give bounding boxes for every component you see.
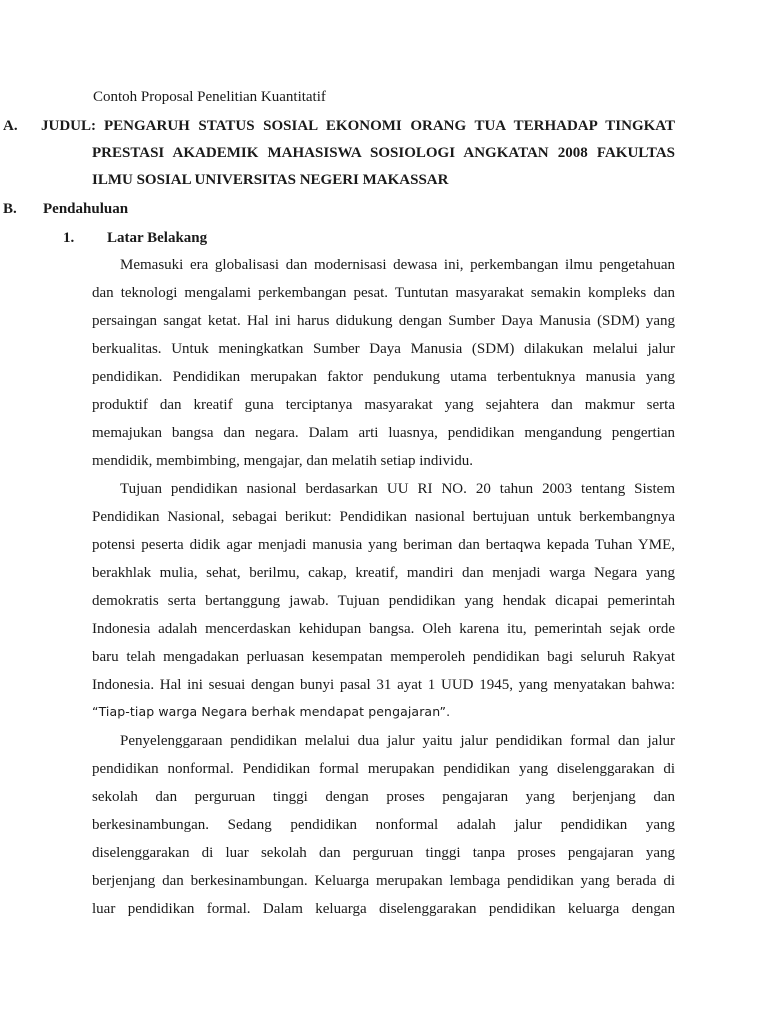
paragraph-2-line: Tujuan pendidikan nasional berdasarkan UU RI NO. 20 tahun 2003 tentang Sistem bbox=[120, 481, 675, 497]
section-b-marker: B. bbox=[3, 201, 17, 217]
section-b-heading: Pendahuluan bbox=[43, 201, 129, 217]
paragraph-2-line: potensi peserta didik agar menjadi manusia yang beriman dan bertaqwa kepada Tuhan YME, bbox=[92, 537, 675, 553]
paragraph-2-line: baru telah mengadakan perluasan kesempatan memperoleh pendidikan bagi seluruh Rakyat bbox=[92, 649, 675, 665]
paragraph-3-line: sekolah dan perguruan tinggi dengan proses pengajaran yang berjenjang dan bbox=[92, 789, 675, 805]
paragraph-3-line: luar pendidikan formal. Dalam keluarga diselenggarakan pendidikan keluarga dengan bbox=[92, 901, 675, 917]
subsection-1-marker: 1. bbox=[63, 230, 75, 246]
paragraph-3-line: diselenggarakan di luar sekolah dan perguruan tinggi tanpa proses pengajaran yang bbox=[92, 845, 675, 861]
paragraph-3-line: berkesinambungan. Sedang pendidikan nonformal adalah jalur pendidikan yang bbox=[92, 817, 675, 833]
paragraph-3-line: Penyelenggaraan pendidikan melalui dua jalur yaitu jalur pendidikan formal dan jalur bbox=[120, 733, 675, 749]
paragraph-1-line: pendidikan. Pendidikan merupakan faktor pendukung utama terbentuknya manusia yang bbox=[92, 369, 675, 385]
paragraph-3-line: berjenjang dan berkesinambungan. Keluarga merupakan lembaga pendidikan yang berada di bbox=[92, 873, 675, 889]
paragraph-2-line: Indonesia. Hal ini sesuai dengan bunyi pasal 31 ayat 1 UUD 1945, yang menyatakan bahwa: bbox=[92, 677, 675, 693]
judul-line-3: ILMU SOSIAL UNIVERSITAS NEGERI MAKASSAR bbox=[92, 172, 449, 188]
document-title: Contoh Proposal Penelitian Kuantitatif bbox=[93, 89, 326, 105]
paragraph-1-line: Memasuki era globalisasi dan modernisasi dewasa ini, perkembangan ilmu pengetahuan bbox=[120, 257, 675, 273]
paragraph-3-line: pendidikan nonformal. Pendidikan formal merupakan pendidikan yang diselenggarakan di bbox=[92, 761, 675, 777]
paragraph-1-line: memajukan bangsa dan negara. Dalam arti luasnya, pendidikan mengandung pengertian bbox=[92, 425, 675, 441]
paragraph-1-line: dan teknologi mengalami perkembangan pesat. Tuntutan masyarakat semakin kompleks dan bbox=[92, 285, 675, 301]
paragraph-1-line: berkualitas. Untuk meningkatkan Sumber Daya Manusia (SDM) dilakukan melalui jalur bbox=[92, 341, 675, 357]
paragraph-2-line: Indonesia adalah mencerdaskan kehidupan bangsa. Oleh karena itu, pemerintah sejak orde bbox=[92, 621, 675, 637]
judul-line-2: PRESTASI AKADEMIK MAHASISWA SOSIOLOGI ANGKATAN 2008 FAKULTAS bbox=[92, 145, 675, 161]
section-a-label: JUDUL: bbox=[41, 118, 96, 134]
paragraph-1-line: produktif dan kreatif guna terciptanya masyarakat yang sejahtera dan makmur serta bbox=[92, 397, 675, 413]
judul-line-1: PENGARUH STATUS SOSIAL EKONOMI ORANG TUA TERHADAP TINGKAT bbox=[104, 118, 675, 134]
subsection-1-heading: Latar Belakang bbox=[107, 230, 208, 246]
paragraph-1-line: persaingan sangat ketat. Hal ini harus didukung dengan Sumber Daya Manusia (SDM) yang bbox=[92, 313, 675, 329]
section-a-marker: A. bbox=[3, 118, 18, 134]
paragraph-2-line: demokratis serta bertanggung jawab. Tujuan pendidikan yang hendak dicapai pemerintah bbox=[92, 593, 675, 609]
paragraph-2-line: Pendidikan Nasional, sebagai berikut: Pendidikan nasional bertujuan untuk berkembangnya bbox=[92, 509, 675, 525]
paragraph-2-line: berakhlak mulia, sehat, berilmu, cakap, kreatif, mandiri dan menjadi warga Negara yang bbox=[92, 565, 675, 581]
paragraph-1-line: mendidik, membimbing, mengajar, dan melatih setiap individu. bbox=[92, 453, 473, 469]
quotation: “Tiap-tiap warga Negara berhak mendapat pengajaran”. bbox=[92, 704, 451, 719]
